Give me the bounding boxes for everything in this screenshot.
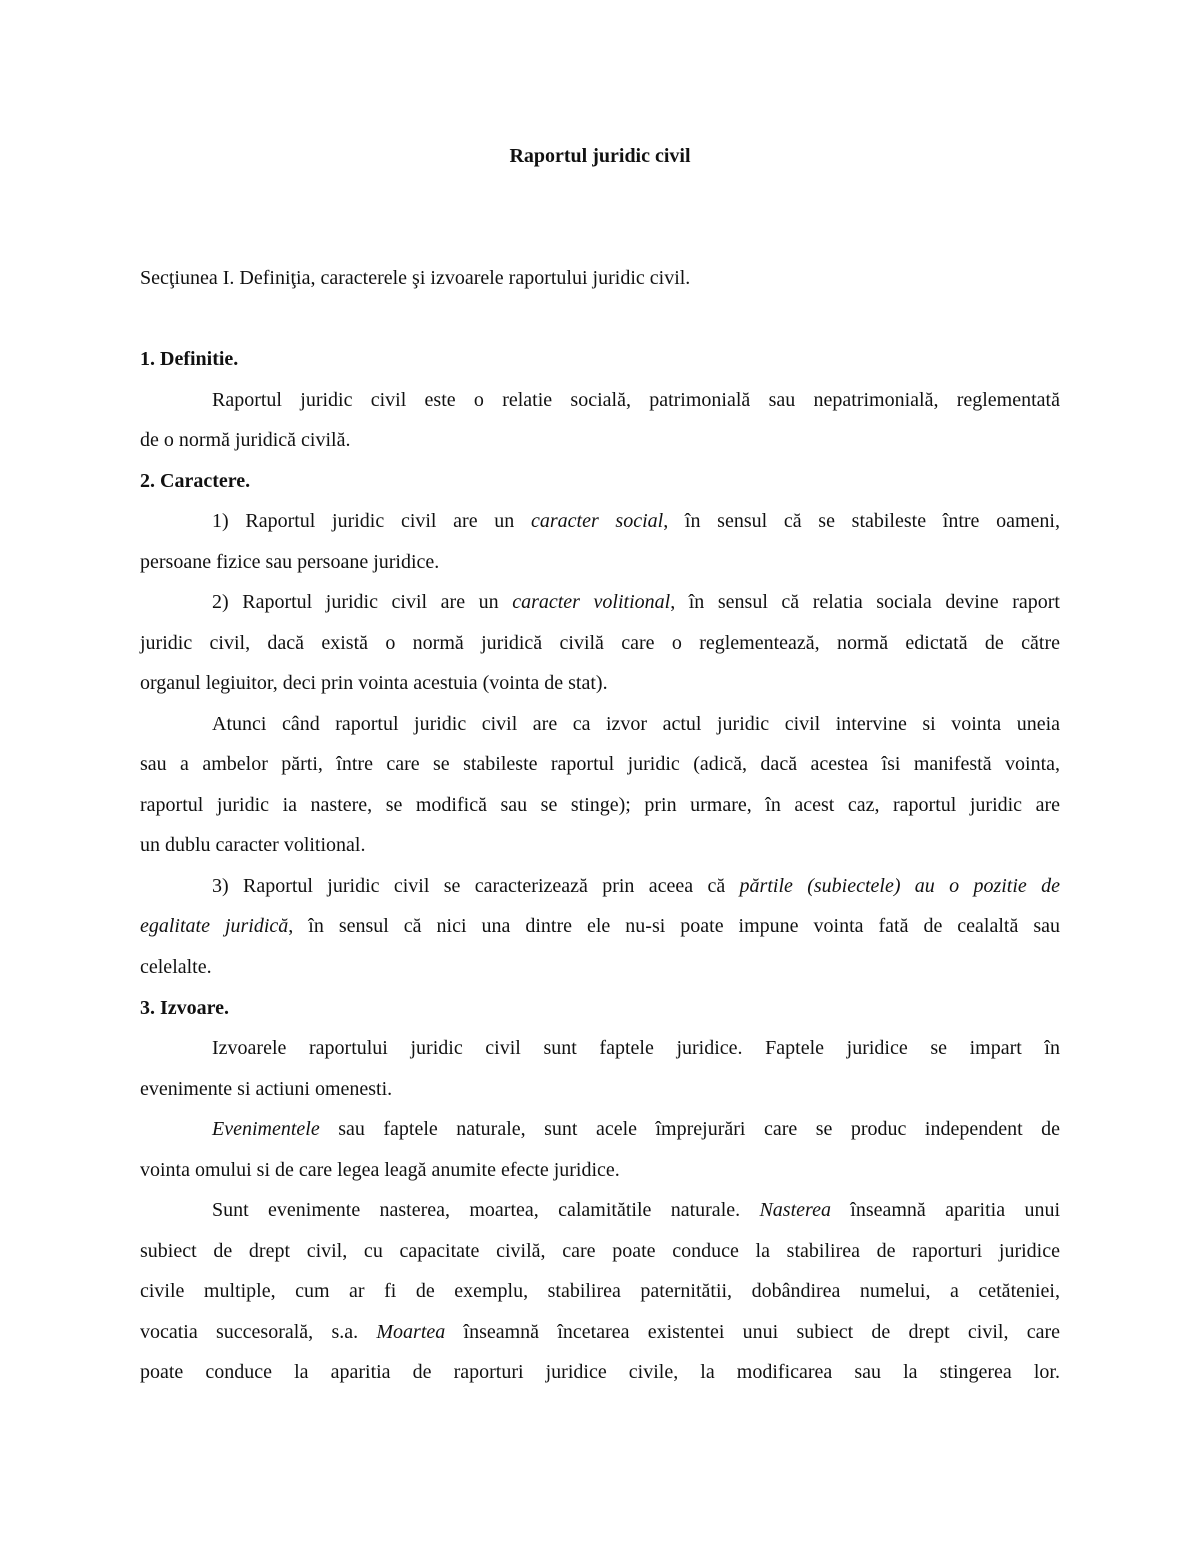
document-title: Raportul juridic civil — [509, 145, 691, 167]
paragraph-line: sau a ambelor părti, între care se stabileste raportul juridic (adică, dacă acestea îsi manifestă vointa, — [140, 753, 1060, 775]
paragraph-line — [212, 1115, 1060, 1143]
emphasis: Moartea — [376, 1321, 446, 1343]
paragraph-line: subiect de drept civil, cu capacitate civilă, care poate conduce la stabilirea de raporturi juridice — [140, 1240, 1060, 1262]
text-run: sau faptele naturale, sunt acele împrejurări care se produc independent de — [319, 1118, 1060, 1140]
paragraph-line: de o normă juridică civilă. — [140, 429, 351, 451]
heading-definitie: 1. Definitie. — [140, 348, 239, 370]
text-run: 1) Raportul juridic civil are un — [212, 510, 531, 532]
text-run: înseamnă aparitia unui — [830, 1199, 1060, 1221]
text-run: 2) Raportul juridic civil are un — [212, 591, 513, 613]
text-run: , în sensul că se stabileste între oameni, — [663, 510, 1060, 532]
emphasis: caracter volitional — [512, 591, 671, 613]
paragraph-line — [212, 1196, 1060, 1224]
paragraph-line — [212, 588, 1060, 616]
paragraph-line: raportul juridic ia nastere, se modifică sau se stinge); prin urmare, în acest caz, raportul juridic are — [140, 794, 1060, 816]
emphasis: Nasterea — [759, 1199, 831, 1221]
heading-izvoare: 3. Izvoare. — [140, 997, 230, 1019]
text-run: Sunt evenimente nasterea, moartea, calamitătile naturale. — [212, 1199, 760, 1221]
paragraph-line: evenimente si actiuni omenesti. — [140, 1078, 393, 1100]
paragraph-line: persoane fizice sau persoane juridice. — [140, 551, 440, 573]
section-heading: Secţiunea I. Definiţia, caracterele şi izvoarele raportului juridic civil. — [140, 267, 691, 289]
emphasis: egalitate juridică — [140, 915, 289, 937]
paragraph-line: vointa omului si de care legea leagă anumite efecte juridice. — [140, 1159, 620, 1181]
emphasis: Evenimentele — [212, 1118, 320, 1140]
text-run: înseamnă încetarea existentei unui subiect de drept civil, care — [445, 1321, 1060, 1343]
paragraph-line: Raportul juridic civil este o relatie socială, patrimonială sau nepatrimonială, reglementată — [212, 389, 1060, 411]
paragraph-line: celelalte. — [140, 956, 212, 978]
text-run: , în sensul că relatia sociala devine raport — [670, 591, 1060, 613]
paragraph-line: organul legiuitor, deci prin vointa acestuia (vointa de stat). — [140, 672, 608, 694]
text-run: , în sensul că nici una dintre ele nu-si poate impune vointa fată de cealaltă sau — [288, 915, 1060, 937]
emphasis: părtile (subiectele) au o pozitie de — [739, 875, 1060, 897]
text-run: vocatia succesorală, s.a. — [140, 1321, 377, 1343]
paragraph-line: poate conduce la aparitia de raporturi juridice civile, la modificarea sau la stingerea lor. — [140, 1361, 1060, 1383]
paragraph-line: juridic civil, dacă există o normă juridică civilă care o reglementează, normă edictată de către — [140, 632, 1060, 654]
text-run: 3) Raportul juridic civil se caracterizează prin aceea că — [212, 875, 740, 897]
paragraph-line — [212, 507, 1060, 535]
paragraph-line: Izvoarele raportului juridic civil sunt faptele juridice. Faptele juridice se impart în — [212, 1037, 1060, 1059]
paragraph-line — [140, 912, 1060, 940]
paragraph-line — [140, 1318, 1060, 1346]
paragraph-line — [212, 872, 1060, 900]
paragraph-line: Atunci când raportul juridic civil are ca izvor actul juridic civil intervine si vointa uneia — [212, 713, 1060, 735]
heading-caractere: 2. Caractere. — [140, 470, 251, 492]
paragraph-line: un dublu caracter volitional. — [140, 834, 366, 856]
emphasis: caracter social — [530, 510, 664, 532]
paragraph-line: civile multiple, cum ar fi de exemplu, stabilirea paternitătii, dobândirea numelui, a cetăteniei, — [140, 1280, 1060, 1302]
